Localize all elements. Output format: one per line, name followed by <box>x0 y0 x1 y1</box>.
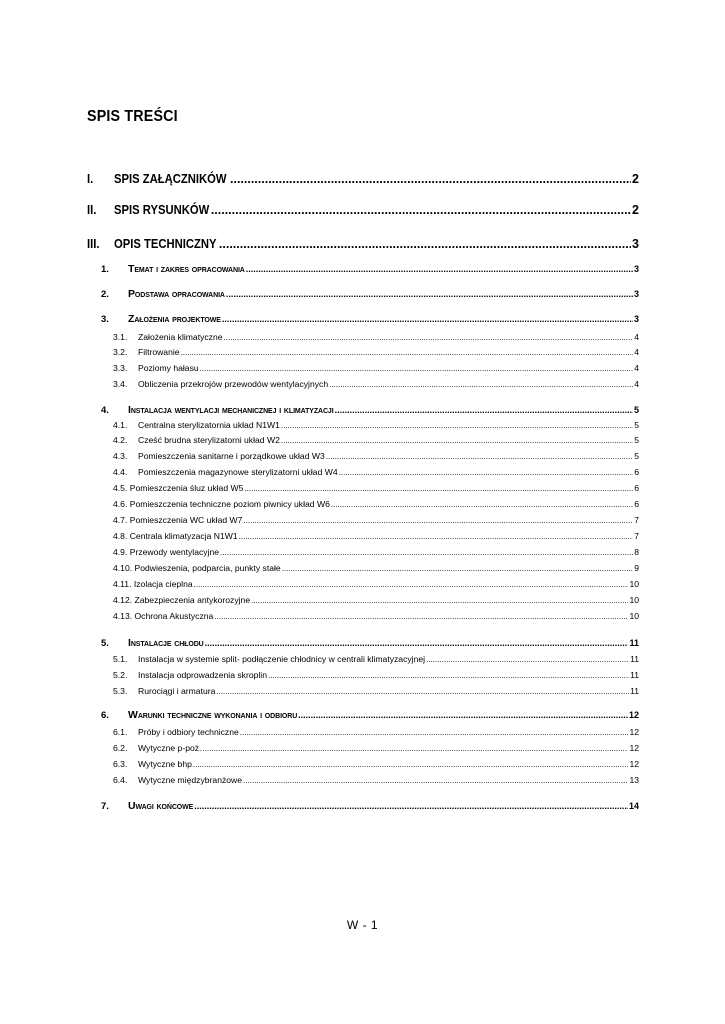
toc-entry-label: SPIS ZAŁĄCZNIKÓW <box>114 172 227 186</box>
toc-entry-number: 4.1. <box>113 420 128 430</box>
toc-entry[interactable] <box>113 451 639 461</box>
toc-entry-label: 4.13. Ochrona Akustyczna <box>113 611 214 621</box>
toc-entry-page-number: 5 <box>634 451 639 461</box>
toc-entry[interactable] <box>113 547 639 557</box>
toc-entry-page-number: 10 <box>629 595 639 605</box>
toc-entry-number: 5.2. <box>113 670 128 680</box>
toc-entry[interactable] <box>113 579 639 589</box>
dot-leader <box>240 728 629 737</box>
toc-entry-page-number: 4 <box>634 379 639 389</box>
toc-entry-number: 1. <box>101 264 109 275</box>
dot-leader <box>219 237 631 251</box>
toc-entry-page-number: 13 <box>629 775 639 785</box>
toc-entry[interactable] <box>101 709 639 721</box>
toc-entry-page-number: 7 <box>634 531 639 541</box>
toc-entry-page-number: 4 <box>634 332 639 342</box>
toc-entry-page-number: 4 <box>634 347 639 357</box>
toc-entry-page-number: 11 <box>630 670 639 680</box>
dot-leader <box>243 516 633 525</box>
toc-entry-page-number: 5 <box>634 420 639 430</box>
dot-leader <box>220 548 633 557</box>
dot-leader <box>193 760 629 769</box>
dot-leader <box>268 671 629 680</box>
toc-entry-number: 5.3. <box>113 686 128 696</box>
toc-entry[interactable] <box>113 467 639 477</box>
toc-entry-number: 6.1. <box>113 727 128 737</box>
toc-entry-label: Uwagi końcowe <box>128 800 194 812</box>
toc-entry-page-number: 12 <box>628 710 639 720</box>
toc-entry-number: 6. <box>101 710 109 721</box>
toc-entry-page-number: 2 <box>632 203 639 217</box>
toc-entry[interactable] <box>113 775 639 785</box>
toc-entry-number: 6.4. <box>113 775 128 785</box>
dot-leader <box>335 405 633 415</box>
dot-leader <box>216 687 629 696</box>
toc-entry-number: 3.1. <box>113 332 128 342</box>
toc-entry[interactable] <box>113 563 639 573</box>
toc-entry-page-number: 7 <box>634 515 639 525</box>
toc-entry-label: 4.10. Podwieszenia, podparcia, punkty stałe <box>113 563 281 573</box>
dot-leader <box>244 484 633 493</box>
dot-leader <box>329 380 633 389</box>
toc-entry[interactable] <box>113 420 639 430</box>
dot-leader <box>224 333 634 342</box>
toc-entry-page-number: 10 <box>629 579 639 589</box>
toc-entry[interactable] <box>101 263 639 275</box>
toc-entry-label: Próby i odbiory techniczne <box>138 727 239 737</box>
toc-entry-page-number: 3 <box>632 237 639 251</box>
dot-leader <box>222 314 633 324</box>
toc-entry-page-number: 5 <box>634 435 639 445</box>
toc-entry[interactable] <box>113 499 639 509</box>
toc-entry[interactable] <box>113 531 639 541</box>
toc-entry-label: OPIS TECHNICZNY <box>114 237 217 251</box>
toc-entry-page-number: 11 <box>629 638 639 648</box>
toc-entry-number: 4. <box>101 405 109 416</box>
toc-entry-page-number: 3 <box>633 289 639 299</box>
dot-leader <box>298 710 628 720</box>
toc-entry-number: 4.4. <box>113 467 128 477</box>
toc-entry-label: Obliczenia przekrojów przewodów wentylacyjnych <box>138 379 329 389</box>
toc-entry-page-number: 6 <box>634 483 639 493</box>
toc-entry-number: 3.2. <box>113 347 128 357</box>
dot-leader <box>251 596 628 605</box>
dot-leader <box>281 436 633 445</box>
dot-leader <box>200 364 634 373</box>
dot-leader <box>194 580 629 589</box>
page-title: SPIS TREŚCI <box>87 108 178 125</box>
toc-entry[interactable] <box>101 404 639 416</box>
toc-entry-page-number: 14 <box>628 801 639 811</box>
toc-entry-label: Filtrowanie <box>138 347 180 357</box>
dot-leader <box>426 655 629 664</box>
toc-entry-number: 3.4. <box>113 379 128 389</box>
toc-entry-label: Poziomy hałasu <box>138 363 199 373</box>
dot-leader <box>339 468 634 477</box>
toc-entry-label: 4.9. Przewody wentylacyjne <box>113 547 220 557</box>
toc-entry-label: Założenia klimatyczne <box>138 332 223 342</box>
toc-entry-label: 4.6. Pomieszczenia techniczne poziom piwnicy układ W6 <box>113 499 330 509</box>
toc-entry-label: Pomieszczenia sanitarne i porządkowe układ W3 <box>138 451 325 461</box>
toc-entry[interactable] <box>113 332 639 342</box>
dot-leader <box>205 638 629 648</box>
toc-entry-label: 4.5. Pomieszczenia śluz układ W5 <box>113 483 244 493</box>
toc-entry-label: Cześć brudna sterylizatorni układ W2 <box>138 435 280 445</box>
toc-entry-number: 3. <box>101 314 109 325</box>
toc-entry-page-number: 6 <box>634 499 639 509</box>
toc-entry[interactable] <box>87 203 639 217</box>
toc-entry-page-number: 11 <box>630 654 639 664</box>
toc-entry[interactable] <box>113 611 639 621</box>
toc-entry-page-number: 3 <box>633 264 639 274</box>
dot-leader <box>230 172 631 186</box>
toc-entry[interactable] <box>101 288 639 300</box>
toc-entry-label: Wytyczne bhp <box>138 759 192 769</box>
toc-entry-number: 4.3. <box>113 451 128 461</box>
toc-entry-label: SPIS RYSUNKÓW <box>114 203 210 217</box>
dot-leader <box>239 532 634 541</box>
toc-entry-number: I. <box>87 172 94 186</box>
toc-entry-number: 6.3. <box>113 759 128 769</box>
toc-entry[interactable] <box>113 670 639 680</box>
toc-entry-number: 2. <box>101 289 109 300</box>
toc-entry-number: 5.1. <box>113 654 128 664</box>
toc-entry-label: 4.11. Izolacja cieplna <box>113 579 193 589</box>
dot-leader <box>243 776 628 785</box>
dot-leader <box>202 744 628 753</box>
toc-entry[interactable] <box>113 379 639 389</box>
toc-entry[interactable] <box>113 654 639 664</box>
toc-entry-label: Centralna sterylizatornia układ N1W1 <box>138 420 280 430</box>
toc-entry-label: 4.8. Centrala klimatyzacja N1W1 <box>113 531 238 541</box>
toc-entry-label: Temat i zakres opracowania <box>128 263 245 275</box>
dot-leader <box>331 500 633 509</box>
toc-entry-page-number: 4 <box>634 363 639 373</box>
toc-entry[interactable] <box>113 483 639 493</box>
dot-leader <box>214 612 628 621</box>
toc-entry-label: Wytyczne międzybranżowe <box>138 775 243 785</box>
toc-entry-page-number: 10 <box>629 611 639 621</box>
toc-entry-number: 3.3. <box>113 363 128 373</box>
toc-entry[interactable] <box>87 172 639 186</box>
toc-entry-label: Pomieszczenia magazynowe sterylizatorni układ W4 <box>138 467 338 477</box>
toc-entry-number: III. <box>87 237 100 251</box>
toc-entry-page-number: 12 <box>629 759 639 769</box>
toc-entry-page-number: 8 <box>634 547 639 557</box>
dot-leader <box>194 801 628 811</box>
dot-leader <box>181 348 634 357</box>
toc-entry-page-number: 9 <box>634 563 639 573</box>
dot-leader <box>211 203 631 217</box>
toc-entry-page-number: 11 <box>630 686 639 696</box>
toc-entry-label: Instalacja odprowadzenia skroplin <box>138 670 267 680</box>
dot-leader <box>226 289 633 299</box>
toc-entry[interactable] <box>113 363 639 373</box>
toc-entry-page-number: 12 <box>629 743 639 753</box>
toc-entry[interactable] <box>101 637 639 649</box>
toc-entry-label: Instalacja wentylacji mechanicznej i klimatyzacji <box>128 404 334 416</box>
toc-entry[interactable] <box>113 743 639 753</box>
dot-leader <box>326 452 633 461</box>
toc-entry-number: 6.2. <box>113 743 128 753</box>
toc-entry[interactable] <box>113 727 639 737</box>
toc-entry[interactable] <box>113 759 639 769</box>
toc-entry-label: 4.7. Pomieszczenia WC układ W7 <box>113 515 243 525</box>
toc-entry-label: Instalacje chłodu <box>128 637 204 649</box>
toc-entry-label: Warunki techniczne wykonania i odbioru <box>128 709 298 721</box>
toc-entry[interactable] <box>113 435 639 445</box>
toc-entry[interactable] <box>101 313 639 325</box>
toc-entry[interactable] <box>101 800 639 812</box>
page-footer: W - 1 <box>346 918 379 932</box>
toc-entry-label: Wytyczne p-poż. <box>138 743 202 753</box>
toc-entry-label: Podstawa opracowania <box>128 288 225 300</box>
toc-entry-label: Założenia projektowe <box>128 313 221 325</box>
dot-leader <box>282 564 634 573</box>
toc-entry[interactable] <box>113 686 639 696</box>
toc-entry-number: 7. <box>101 801 109 812</box>
toc-entry[interactable] <box>113 515 639 525</box>
toc-entry-page-number: 2 <box>632 172 639 186</box>
toc-entry[interactable] <box>113 347 639 357</box>
toc-entry-label: 4.12. Zabezpieczenia antykorozyjne <box>113 595 251 605</box>
toc-entry-page-number: 5 <box>633 405 639 415</box>
toc-entry-number: 4.2. <box>113 435 128 445</box>
toc-entry-number: 5. <box>101 638 109 649</box>
toc-entry-page-number: 6 <box>634 467 639 477</box>
toc-entry[interactable] <box>87 237 639 251</box>
toc-entry-label: Instalacja w systemie split- podłączenie chłodnicy w centrali klimatyzacyjnej <box>138 654 426 664</box>
toc-entry-page-number: 12 <box>629 727 639 737</box>
toc-entry-number: II. <box>87 203 97 217</box>
toc-entry[interactable] <box>113 595 639 605</box>
dot-leader <box>281 421 633 430</box>
dot-leader <box>246 264 633 274</box>
toc-entry-label: Rurociągi i armatura <box>138 686 216 696</box>
toc-entry-page-number: 3 <box>633 314 639 324</box>
